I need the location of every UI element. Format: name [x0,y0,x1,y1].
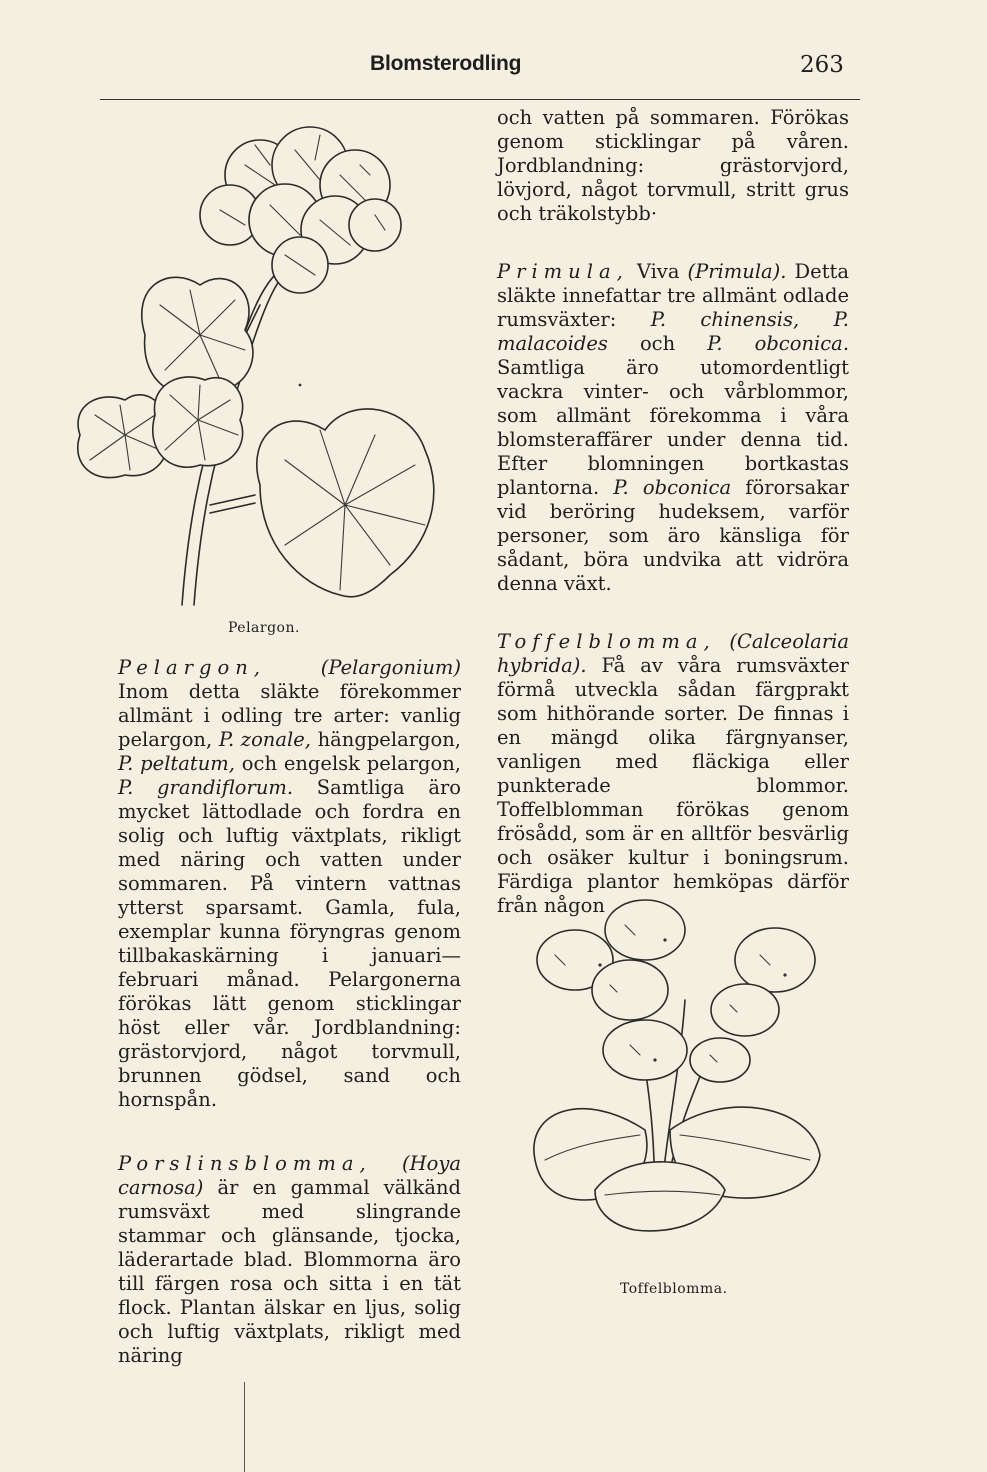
pelargon-illustration [70,105,470,625]
primula-text-4: förorsakar vid beröring hudeksem, varför personer, som äro känsliga för sådant, böra undvika att vidröra denna växt. [497,476,849,595]
pelargon-entry [118,656,461,1112]
porslinsblomma-latin: (Hoya carnosa) [118,1152,461,1199]
toffelblomma-caption: Toffelblomma. [620,1281,728,1297]
toffelblomma-illustration [505,890,835,1270]
page-number: 263 [800,52,844,78]
toffelblomma-heading: Toffelblomma, [497,630,716,653]
primula-text-3: Samtliga äro utomordentligt vackra vinter- och vårblommor, som allmänt förekomma i våra blomsteraffärer under denna tid. Efter blomningen bortkastas plantorna. [497,356,849,499]
primula-text-1: Detta släkte innefattar tre allmänt odlade rumsväxter: [497,260,850,331]
header-rule [100,99,860,100]
primula-entry [497,260,849,596]
primula-species-2: P. obconica. [707,332,850,355]
pelargon-text-1: Inom detta släkte förekommer allmänt i odling tre arter: vanlig pelargon, [118,680,461,751]
porslinsblomma-text: är en gammal välkänd rumsväxt med slingrande stammar och glänsande, tjocka, läderartade blad. Blommorna äro till färgen rosa och sitta i en tät flock. Plantan älskar en ljus, solig och luftig växtplats, rikligt med näring [118,1176,461,1367]
primula-common: Viva [636,260,680,283]
toffelblomma-latin: (Calceolaria hybrida). [497,630,849,677]
toffelblomma-text: Få av våra rumsväxter förmå utveckla sådan färgprakt som hithörande sorter. De finnas i en mängd olika färgnyanser, vanligen med fläckiga eller punkterade blommor. Toffelblomman förökas genom frösådd, som är en alltför besvärlig och osäker kultur i boningsrum. Färdiga plantor hemköpas därför från någon [497,654,849,917]
pelargon-latin: (Pelargonium) [320,656,461,679]
porslinsblomma-entry [118,1152,461,1368]
primula-heading: Primula, [497,260,629,283]
pelargon-species-1: P. zonale, [218,728,311,751]
primula-species-1: P. chinensis, P. malacoides [497,308,849,355]
pelargon-text-2: hängpelargon, [317,728,462,751]
right-column [497,106,849,918]
primula-latin: (Primula). [687,260,787,283]
gutter-mark [244,1382,245,1472]
primula-text-2: och [639,332,676,355]
toffelblomma-entry [497,630,849,918]
pelargon-caption: Pelargon. [228,620,300,636]
pelargon-text-4: Samtliga äro mycket lättodlade och fordra en solig och luftig växtplats, rikligt med näring och vatten under sommaren. På vintern vattnas ytterst sparsamt. Gamla, fula, exemplar kunna föryngras genom tillbakaskärning i januari—februari månad. Pelargonerna förökas lätt genom sticklingar höst eller vår. Jordblandning: grästorvjord, något torvmull, brunnen gödsel, sand och hornspån. [118,776,462,1111]
pelargon-species-2: P. peltatum, [118,752,235,775]
primula-species-3: P. obconica [613,476,732,499]
continuation-text: och vatten på sommaren. Förökas genom sticklingar på våren. Jordblandning: grästorvjord, lövjord, något torvmull, stritt grus och träkolstybb· [497,106,849,225]
running-title: Blomsterodling [370,52,522,75]
pelargon-species-3: P. grandiflorum. [118,776,294,799]
pelargon-heading: Pelargon, [118,656,266,679]
pelargon-text-3: och engelsk pelargon, [241,752,461,775]
left-column [118,656,461,1368]
porslinsblomma-heading: Porslinsblomma, [118,1152,372,1175]
